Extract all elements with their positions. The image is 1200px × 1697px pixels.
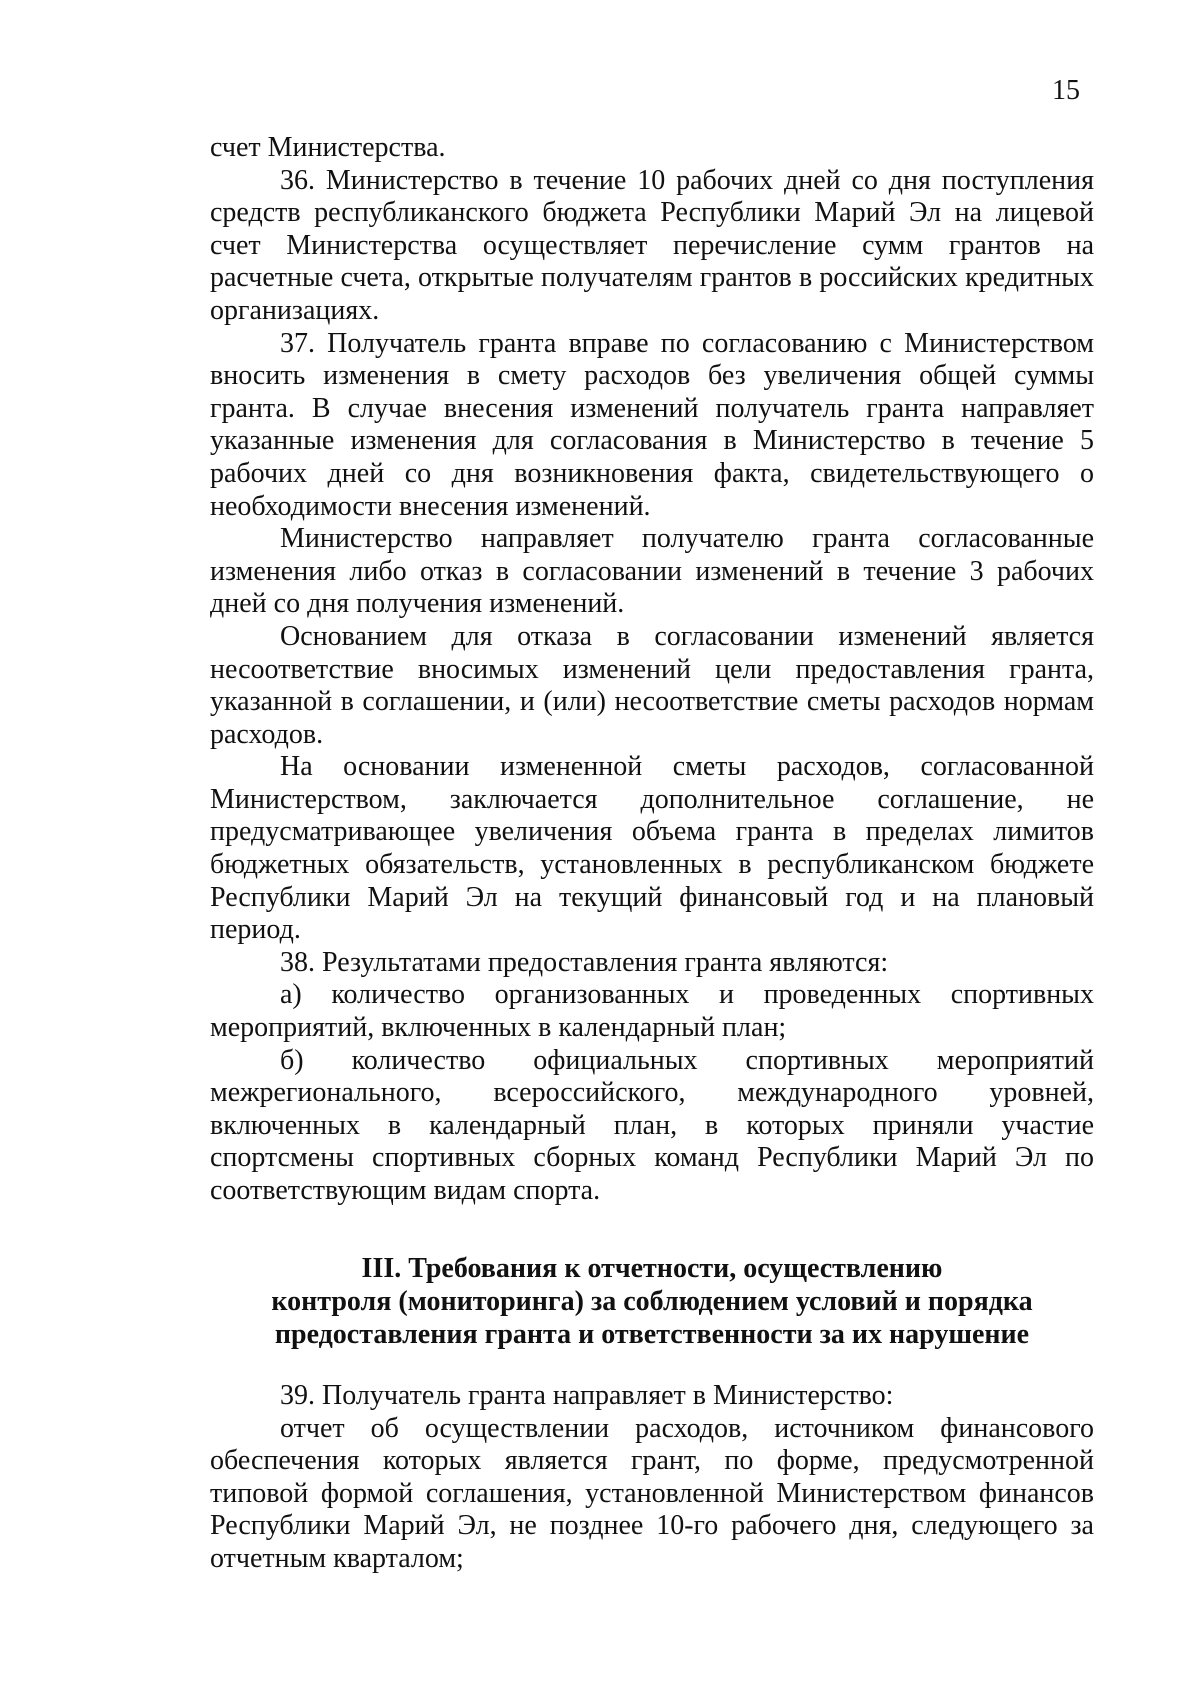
- page-number: 15: [1052, 75, 1080, 106]
- body-text-lower: [210, 1380, 1094, 1576]
- paragraph-39: 39. Получатель гранта направляет в Министерство:: [280, 1380, 894, 1411]
- section-heading-line-3: предоставления гранта и ответственности за их нарушение: [274, 1319, 1030, 1350]
- section-heading-line-2: контроля (мониторинга) за соблюдением условий и порядка: [271, 1286, 1033, 1317]
- paragraph-37-additional-agreement: На основании измененной сметы расходов, согласованной Министерством, заключается дополнительное соглашение, не предусматривающее увеличения объема гранта в пределах лимитов бюджетных обязательств, установленных в республиканском бюджете Республики Марий Эл на текущий финансовый год и на плановый период.: [210, 751, 1094, 946]
- paragraph-37-refusal-grounds: Основанием для отказа в согласовании изменений является несоответствие вносимых изменений цели предоставления гранта, указанной в соглашении, и (или) несоответствие сметы расходов нормам расходов.: [210, 620, 1094, 750]
- paragraph-37: 37. Получатель гранта вправе по согласованию с Министерством вносить изменения в смету расходов без увеличения общей суммы гранта. В случае внесения изменений получатель гранта направляет указанные изменения для согласования в Министерство в течение 5 рабочих дней со дня возникновения факта, свидетельствующего о необходимости внесения изменений.: [210, 327, 1094, 522]
- body-text-upper: [210, 132, 1094, 1208]
- paragraph-36: 36. Министерство в течение 10 рабочих дней со дня поступления средств республиканского бюджета Республики Марий Эл на лицевой счет Министерства осуществляет перечисление сумм грантов на расчетные счета, открытые получателям грантов в российских кредитных организациях.: [210, 164, 1094, 326]
- paragraph-38-a: а) количество организованных и проведенных спортивных мероприятий, включенных в календарный план;: [210, 979, 1094, 1044]
- paragraph-38: 38. Результатами предоставления гранта являются:: [280, 946, 889, 978]
- paragraph-37-approval: Министерство направляет получателю гранта согласованные изменения либо отказ в согласовании изменений в течение 3 рабочих дней со дня получения изменений.: [210, 523, 1094, 620]
- section-heading-line-1: III. Требования к отчетности, осуществлению: [361, 1253, 943, 1284]
- paragraph-38-b: б) количество официальных спортивных мероприятий межрегионального, всероссийского, международного уровней, включенных в календарный план, в которых приняли участие спортсмены спортивных сборных команд Республики Марий Эл по соответствующим видам спорта.: [210, 1044, 1094, 1206]
- paragraph-continuation: счет Министерства.: [210, 132, 446, 163]
- section-heading: [210, 1252, 1094, 1351]
- paragraph-39-report: отчет об осуществлении расходов, источником финансового обеспечения которых является грант, по форме, предусмотренной типовой формой соглашения, установленной Министерством финансов Республики Марий Эл, не позднее 10-го рабочего дня, следующего за отчетным кварталом;: [210, 1412, 1094, 1574]
